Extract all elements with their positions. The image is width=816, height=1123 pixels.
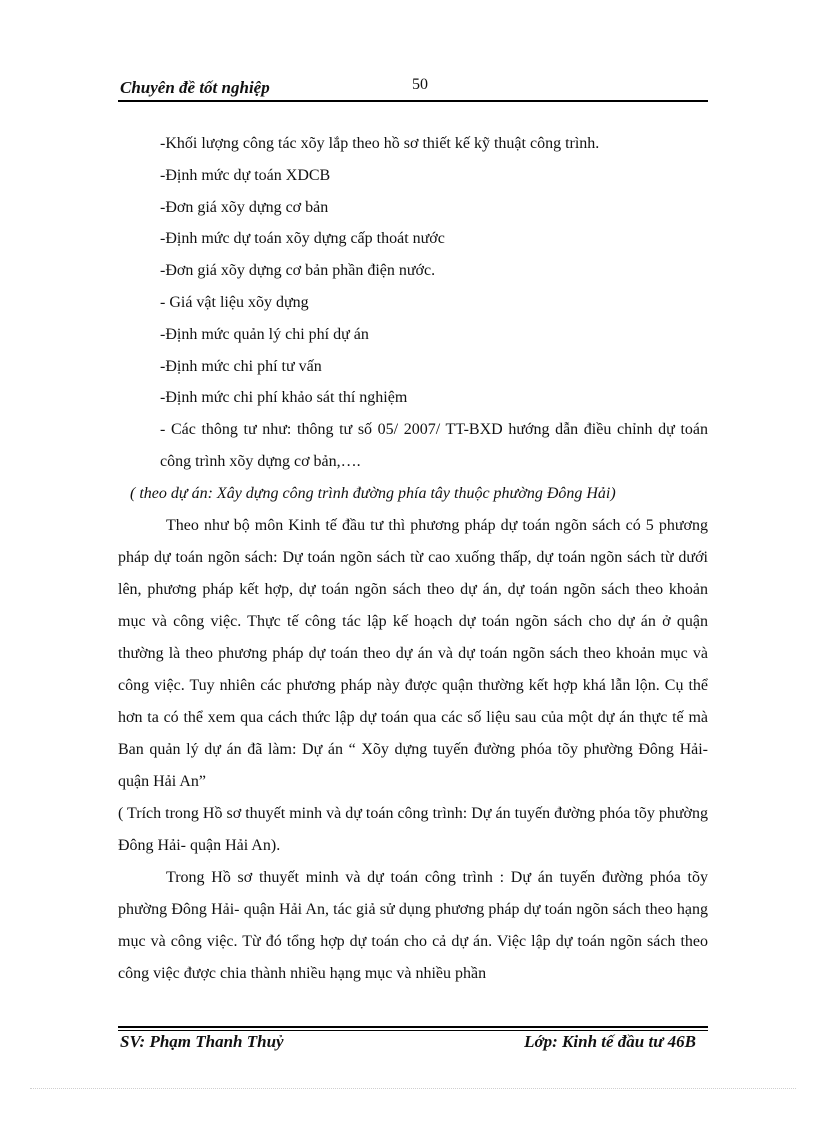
footer-class: Lớp: Kinh tế đầu tư 46B <box>524 1032 696 1051</box>
list-item: -Định mức dự toán XDCB <box>160 166 331 184</box>
list-item: -Định mức chi phí khảo sát thí nghiệm <box>160 389 408 407</box>
list-item: -Khối lượng công tác xõy lắp theo hồ sơ thiết kế kỹ thuật công trình. <box>160 135 600 152</box>
footer-rule-thin <box>118 1030 708 1031</box>
list-item: -Định mức quản lý chi phí dự án <box>160 325 369 343</box>
header-rule <box>118 100 708 102</box>
list-item: -Đơn giá xõy dựng cơ bản phần điện nước. <box>160 262 436 280</box>
paragraph-methods: Theo như bộ môn Kinh tế đầu tư thì phương pháp dự toán ngõn sách có 5 phương pháp dự toán ngõn sách: Dự toán ngõn sách từ cao xuống thấp, dự toán ngõn sách từ dưới lên, phương pháp kết hợp, dự toán ngõn sách theo dự án, dự toán ngõn sách theo khoản mục và công việc. Thực tế công tác lập kế hoạch dự toán ngõn sách cho dự án ở quận thường là theo phương pháp dự toán theo dự án và dự toán ngõn sách theo khoản mục và công việc. Tuy nhiên các phương pháp này được quận thường kết hợp khá lẫn lộn. Cụ thể hơn ta có thể xem qua cách thức lập dự toán qua các số liệu sau của một dự án thực tế mà Ban quản lý dự án đã làm: Dự án “ Xõy dựng tuyến đường phóa tõy phường Đông Hải- quận Hải An” <box>118 516 708 790</box>
list-item: -Định mức dự toán xõy dựng cấp thoát nước <box>160 230 445 248</box>
header-title: Chuyên đề tốt nghiệp <box>120 78 270 97</box>
list-item: -Đơn giá xõy dựng cơ bản <box>160 198 329 216</box>
footer-rule <box>118 1026 708 1028</box>
list-item: -Định mức chi phí tư vấn <box>160 357 322 375</box>
paragraph-project: Trong Hồ sơ thuyết minh và dự toán công trình : Dự án tuyến đường phóa tõy phường Đông Hải- quận Hải An, tác giả sử dụng phương pháp dự toán ngõn sách theo hạng mục và công việc. Từ đó tổng hợp dự toán cho cả dự án. Việc lập dự toán ngõn sách theo công việc được chia thành nhiều hạng mục và nhiều phần <box>118 868 708 982</box>
footer-student: SV: Phạm Thanh Thuỷ <box>120 1032 284 1051</box>
page-header <box>120 76 708 102</box>
page-number: 50 <box>412 76 428 93</box>
list-item-last: - Các thông tư như: thông tư số 05/ 2007/ TT-BXD hướng dẫn điều chỉnh dự toán công trình xõy dựng cơ bản,…. <box>160 421 708 470</box>
source-caption: ( theo dự án: Xây dựng công trình đường phía tây thuộc phường Đông Hải) <box>130 484 616 502</box>
page-body <box>118 128 708 990</box>
list-item: - Giá vật liệu xõy dựng <box>160 293 309 311</box>
page-edge-divider <box>30 1088 796 1089</box>
citation: ( Trích trong Hồ sơ thuyết minh và dự toán công trình: Dự án tuyến đường phóa tõy phường Đông Hải- quận Hải An). <box>118 804 708 854</box>
